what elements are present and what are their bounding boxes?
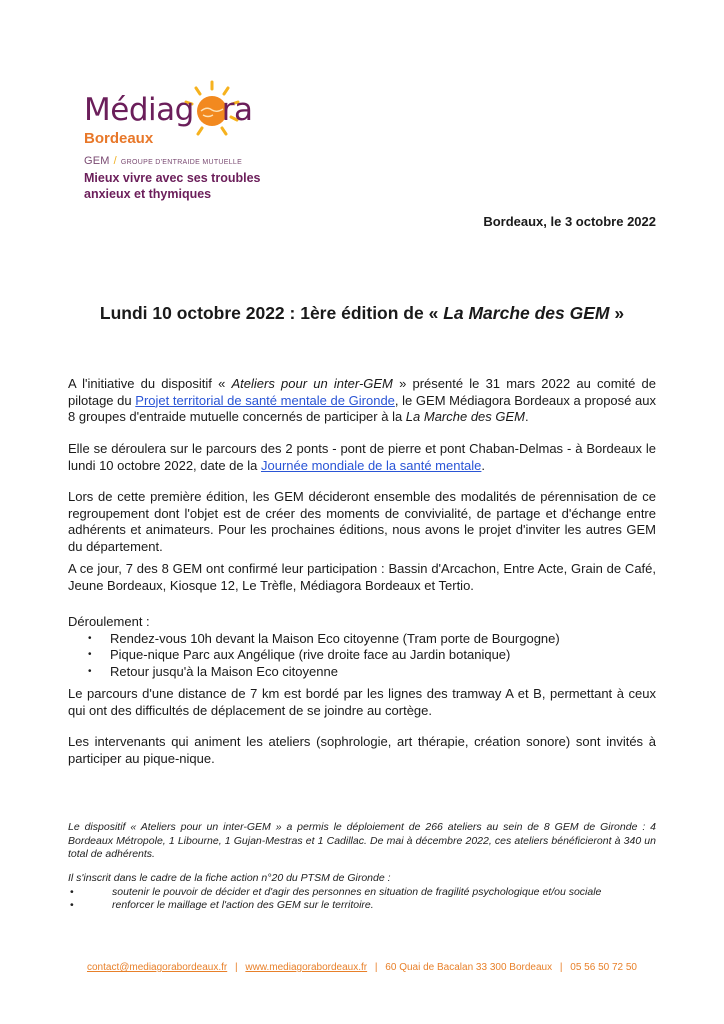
- list-item: • Pique-nique Parc aux Angélique (rive droite face au Jardin botanique): [68, 647, 656, 664]
- mediagora-logo: [82, 80, 282, 210]
- email-link[interactable]: contact@mediagorabordeaux.fr: [86, 962, 228, 973]
- deroulement-label: Déroulement :: [68, 614, 150, 629]
- logo-tagline: Mieux vivre avec ses troubles anxieux et thymiques: [84, 171, 261, 201]
- date-line: Bordeaux, le 3 octobre 2022: [483, 214, 656, 229]
- paragraph-participants: A ce jour, 7 des 8 GEM ont confirmé leur participation : Bassin d'Arcachon, Entre Acte, Grain de Café, Jeune Bordeaux, Kiosque 12, Le Trèfle, Médiagora Bordeaux et Tertio.: [68, 561, 656, 593]
- note-ptsm-intro: Il s'inscrit dans le cadre de la fiche action n°20 du PTSM de Gironde :: [68, 872, 391, 884]
- list-item: • renforcer le maillage et l'action des GEM sur le territoire.: [68, 899, 656, 913]
- logo-gem-line: GEM / GROUPE D'ENTRAIDE MUTUELLE: [84, 155, 243, 167]
- paragraph-route: Elle se déroulera sur le parcours des 2 ponts - pont de pierre et pont Chaban-Delmas - à Bordeaux le lundi 10 octobre 2022, date de la Journée mondiale de la santé mentale.: [68, 441, 656, 473]
- list-item: • Retour jusqu'à la Maison Eco citoyenne: [68, 664, 656, 681]
- note-bullets: [68, 886, 656, 913]
- note-dispositif: Le dispositif « Ateliers pour un inter-GEM » a permis le déploiement de 266 ateliers au sein de 8 GEM de Gironde : 4 Bordeaux Métropole, 1 Libourne, 1 Gujan-Mestras et 1 Cadillac. De mai à décembre 2022, ces ateliers bénéficieront à 340 un total de adhérents.: [68, 821, 656, 860]
- website-link[interactable]: www.mediagorabordeaux.fr: [245, 962, 368, 973]
- separator: |: [374, 962, 378, 973]
- paragraph-first-edition: Lors de cette première édition, les GEM décideront ensemble des modalités de pérennisation de ce regroupement dont l'objet est de créer des moments de convivialité, de partage et d'échange entre adhérents et animateurs. Pour les prochaines éditions, nous avons le projet d'inviter les autres GEM du département.: [68, 489, 656, 554]
- page-title: Lundi 10 octobre 2022 : 1ère édition de « La Marche des GEM »: [99, 303, 625, 323]
- note-ptsm: [68, 872, 656, 913]
- deroulement-section: [68, 614, 656, 680]
- paragraph-intro: A l'initiative du dispositif « Ateliers pour un inter-GEM » présenté le 31 mars 2022 au comité de pilotage du Projet territorial de santé mentale de Gironde, le GEM Médiagora Bordeaux a proposé aux 8 groupes d'entraide mutuelle concernés de participer à la La Marche des GEM.: [68, 376, 656, 425]
- contact-footer: [0, 962, 724, 973]
- logo-brand: Médiag ra: [84, 92, 253, 128]
- separator: |: [235, 962, 238, 973]
- address: 60 Quai de Bacalan 33 300 Bordeaux: [385, 962, 553, 973]
- journee-mondiale-link[interactable]: Journée mondiale de la santé mentale: [260, 457, 482, 473]
- ptsm-link[interactable]: Projet territorial de santé mentale de Gironde: [135, 392, 395, 408]
- paragraph-parcours: Le parcours d'une distance de 7 km est bordé par les lignes des tramway A et B, permettant à ceux qui ont des difficultés de déplacement de se joindre au cortège.: [68, 686, 656, 718]
- deroulement-list: [68, 631, 656, 681]
- logo-city: Bordeaux: [84, 130, 154, 147]
- list-item: • Rendez-vous 10h devant la Maison Eco citoyenne (Tram porte de Bourgogne): [68, 631, 656, 648]
- list-item: • soutenir le pouvoir de décider et d'agir des personnes en situation de fragilité psychologique et/ou sociale: [68, 886, 656, 900]
- phone: 05 56 50 72 50: [570, 962, 637, 973]
- separator: |: [559, 962, 563, 973]
- paragraph-intervenants: Les intervenants qui animent les ateliers (sophrologie, art thérapie, création sonore) sont invités à participer au pique-nique.: [68, 734, 656, 766]
